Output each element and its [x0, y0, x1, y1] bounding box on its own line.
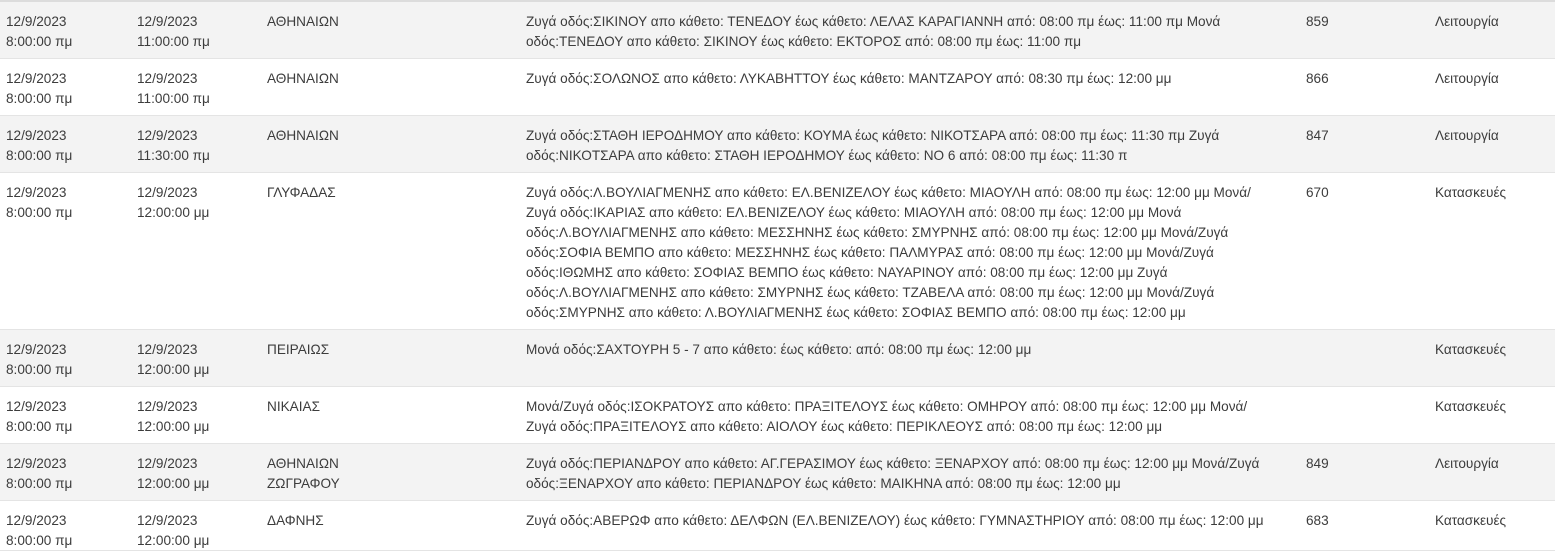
work-type-cell: Λειτουργία	[1435, 71, 1499, 86]
closure-description-cell-line: Ζυγά οδός:ΑΒΕΡΩΦ απο κάθετο: ΔΕΛΦΩΝ (ΕΛ.ΒΕΝΙΖΕΛΟΥ) έως κάθετο: ΓΥΜΝΑΣΤΗΡΙΟΥ από: 08:00 πμ έως: 12:00 μμ	[526, 513, 1264, 528]
closure-description-cell	[526, 12, 1220, 52]
closure-description-cell-line: οδός:Λ.ΒΟΥΛΙΑΓΜΕΝΗΣ απο κάθετο: ΜΕΣΣΗΝΗΣ έως κάθετο: ΣΜΥΡΝΗΣ από: 08:00 πμ έως: 12:00 μμ Μονά/Ζυγά	[526, 225, 1229, 240]
closure-description-cell-line: οδός:ΝΙΚΟΤΣΑΡΑ απο κάθετο: ΣΤΑΘΗ ΙΕΡΟΔΗΜΟΥ έως κάθετο: ΝΟ 6 από: 08:00 πμ έως: 11:30 π	[526, 148, 1128, 163]
start-datetime-cell-line: 8:00:00 πμ	[6, 533, 73, 548]
table-row	[0, 501, 1555, 551]
start-datetime-cell-line: 12/9/2023	[6, 342, 67, 357]
end-datetime-cell-line: 12/9/2023	[137, 399, 198, 414]
start-datetime-cell	[6, 12, 72, 52]
municipality-cell-line: ΑΘΗΝΑΙΩΝ	[267, 14, 339, 29]
municipality-cell	[267, 69, 339, 89]
closure-description-cell	[526, 454, 1259, 494]
start-datetime-cell-line: 12/9/2023	[6, 14, 67, 29]
municipality-cell-line: ΑΘΗΝΑΙΩΝ	[267, 456, 339, 471]
start-datetime-cell-line: 12/9/2023	[6, 513, 67, 528]
closure-description-cell-line: Ζυγά οδός:ΣΤΑΘΗ ΙΕΡΟΔΗΜΟΥ απο κάθετο: ΚΟΥΜΑ έως κάθετο: ΝΙΚΟΤΣΑΡΑ από: 08:00 πμ έως: 11:30 πμ Ζυγά	[526, 128, 1220, 143]
table-row	[0, 116, 1555, 173]
closure-description-cell	[526, 69, 1171, 89]
closure-description-cell-line: οδός:ΣΟΦΙΑ ΒΕΜΠΟ απο κάθετο: ΜΕΣΣΗΝΗΣ έως κάθετο: ΠΑΛΜΥΡΑΣ από: 08:00 πμ έως: 12:00 μμ Μονά/Ζυγά	[526, 245, 1214, 260]
start-datetime-cell-line: 12/9/2023	[6, 128, 67, 143]
work-type-cell: Κατασκευές	[1435, 399, 1507, 414]
municipality-cell-line: ΑΘΗΝΑΙΩΝ	[267, 71, 339, 86]
reference-number-cell: 670	[1306, 185, 1329, 200]
end-datetime-cell-line: 12:00:00 μμ	[137, 362, 210, 377]
municipality-cell-line: ΖΩΓΡΑΦΟΥ	[267, 476, 340, 491]
municipality-cell	[267, 12, 339, 32]
start-datetime-cell	[6, 454, 72, 494]
end-datetime-cell-line: 11:00:00 πμ	[137, 34, 210, 49]
end-datetime-cell-line: 12/9/2023	[137, 513, 198, 528]
reference-number-cell: 866	[1306, 71, 1329, 86]
municipality-cell-line: ΔΑΦΝΗΣ	[267, 513, 324, 528]
municipality-cell	[267, 454, 340, 494]
closure-description-cell-line: οδός:ΣΜΥΡΝΗΣ απο κάθετο: Λ.ΒΟΥΛΙΑΓΜΕΝΗΣ έως κάθετο: ΣΟΦΙΑΣ ΒΕΜΠΟ από: 08:00 πμ έως: 12:00 μμ	[526, 305, 1186, 320]
municipality-cell	[267, 340, 329, 360]
end-datetime-cell	[137, 397, 209, 437]
end-datetime-cell	[137, 340, 209, 380]
end-datetime-cell	[137, 69, 210, 109]
start-datetime-cell-line: 8:00:00 πμ	[6, 362, 73, 377]
start-datetime-cell-line: 8:00:00 πμ	[6, 34, 73, 49]
reference-number-cell: 849	[1306, 456, 1329, 471]
end-datetime-cell-line: 12:00:00 μμ	[137, 419, 210, 434]
end-datetime-cell-line: 11:30:00 πμ	[137, 148, 210, 163]
end-datetime-cell-line: 11:00:00 πμ	[137, 91, 210, 106]
table-row	[0, 59, 1555, 116]
end-datetime-cell	[137, 454, 209, 494]
end-datetime-cell-line: 12/9/2023	[137, 456, 198, 471]
reference-number-cell: 683	[1306, 513, 1329, 528]
start-datetime-cell-line: 12/9/2023	[6, 185, 67, 200]
closure-description-cell-line: Ζυγά οδός:Λ.ΒΟΥΛΙΑΓΜΕΝΗΣ απο κάθετο: ΕΛ.ΒΕΝΙΖΕΛΟΥ έως κάθετο: ΜΙΑΟΥΛΗ από: 08:00 πμ έως: 12:00 μμ Μονά/	[526, 185, 1251, 200]
municipality-cell	[267, 397, 320, 417]
municipality-cell	[267, 183, 336, 203]
work-type-cell: Λειτουργία	[1435, 456, 1499, 471]
end-datetime-cell-line: 12/9/2023	[137, 71, 198, 86]
start-datetime-cell	[6, 397, 72, 437]
municipality-cell	[267, 126, 339, 146]
closure-description-cell	[526, 397, 1247, 437]
start-datetime-cell-line: 8:00:00 πμ	[6, 476, 73, 491]
start-datetime-cell	[6, 340, 72, 380]
table-row	[0, 2, 1555, 59]
work-type-cell: Κατασκευές	[1435, 342, 1507, 357]
work-type-cell: Κατασκευές	[1435, 513, 1507, 528]
end-datetime-cell-line: 12/9/2023	[137, 14, 198, 29]
closure-description-cell	[526, 340, 1031, 360]
reference-number-cell: 859	[1306, 14, 1329, 29]
work-type-cell: Λειτουργία	[1435, 14, 1499, 29]
start-datetime-cell-line: 8:00:00 πμ	[6, 419, 73, 434]
closure-description-cell-line: Ζυγά οδός:ΠΕΡΙΑΝΔΡΟΥ απο κάθετο: ΑΓ.ΓΕΡΑΣΙΜΟΥ έως κάθετο: ΞΕΝΑΡΧΟΥ από: 08:00 πμ έως: 12:00 μμ Μονά/Ζυγά	[526, 456, 1260, 471]
reference-number-cell: 847	[1306, 128, 1329, 143]
table-row	[0, 387, 1555, 444]
table-row	[0, 444, 1555, 501]
table-row	[0, 173, 1555, 330]
closure-description-cell-line: Ζυγά οδός:ΠΡΑΞΙΤΕΛΟΥΣ απο κάθετο: ΑΙΟΛΟΥ έως κάθετο: ΠΕΡΙΚΛΕΟΥΣ από: 08:00 πμ έως: 12:00 μμ	[526, 419, 1163, 434]
closure-description-cell	[526, 126, 1219, 166]
end-datetime-cell	[137, 511, 209, 551]
start-datetime-cell	[6, 69, 72, 109]
closure-description-cell-line: Μονά/Ζυγά οδός:ΙΣΟΚΡΑΤΟΥΣ απο κάθετο: ΠΡΑΞΙΤΕΛΟΥΣ έως κάθετο: ΟΜΗΡΟΥ από: 08:00 πμ έως: 12:00 μμ Μονά/	[526, 399, 1248, 414]
table-row	[0, 330, 1555, 387]
start-datetime-cell	[6, 183, 72, 223]
closure-description-cell-line: οδός:ΤΕΝΕΔΟΥ απο κάθετο: ΣΙΚΙΝΟΥ έως κάθετο: ΕΚΤΟΡΟΣ από: 08:00 πμ έως: 11:00 πμ	[526, 34, 1082, 49]
end-datetime-cell	[137, 126, 210, 166]
end-datetime-cell	[137, 12, 210, 52]
start-datetime-cell	[6, 126, 72, 166]
end-datetime-cell-line: 12:00:00 μμ	[137, 533, 210, 548]
work-type-cell: Λειτουργία	[1435, 128, 1499, 143]
municipality-cell-line: ΑΘΗΝΑΙΩΝ	[267, 128, 339, 143]
closure-description-cell-line: οδός:ΞΕΝΑΡΧΟΥ απο κάθετο: ΠΕΡΙΑΝΔΡΟΥ έως κάθετο: ΜΑΙΚΗΝΑ από: 08:00 πμ έως: 12:00 μμ	[526, 476, 1121, 491]
end-datetime-cell-line: 12/9/2023	[137, 185, 198, 200]
start-datetime-cell-line: 12/9/2023	[6, 456, 67, 471]
end-datetime-cell-line: 12/9/2023	[137, 342, 198, 357]
end-datetime-cell-line: 12:00:00 μμ	[137, 476, 210, 491]
municipality-cell-line: ΠΕΙΡΑΙΩΣ	[267, 342, 330, 357]
closure-description-cell	[526, 183, 1251, 323]
start-datetime-cell-line: 12/9/2023	[6, 71, 67, 86]
municipality-cell-line: ΝΙΚΑΙΑΣ	[267, 399, 320, 414]
start-datetime-cell-line: 8:00:00 πμ	[6, 91, 73, 106]
start-datetime-cell-line: 8:00:00 πμ	[6, 148, 73, 163]
closure-description-cell-line: οδός:Λ.ΒΟΥΛΙΑΓΜΕΝΗΣ απο κάθετο: ΣΜΥΡΝΗΣ έως κάθετο: ΤΖΑΒΕΛΑ από: 08:00 πμ έως: 12:00 μμ Μονά/Ζυγά	[526, 285, 1215, 300]
municipality-cell-line: ΓΛΥΦΑΔΑΣ	[267, 185, 336, 200]
municipality-cell	[267, 511, 324, 531]
closure-description-cell	[526, 511, 1264, 531]
end-datetime-cell-line: 12:00:00 μμ	[137, 205, 210, 220]
closure-description-cell-line: Ζυγά οδός:ΙΚΑΡΙΑΣ απο κάθετο: ΕΛ.ΒΕΝΙΖΕΛΟΥ έως κάθετο: ΜΙΑΟΥΛΗ από: 08:00 πμ έως: 12:00 μμ Μονά	[526, 205, 1182, 220]
closure-description-cell-line: Ζυγά οδός:ΣΙΚΙΝΟΥ απο κάθετο: ΤΕΝΕΔΟΥ έως κάθετο: ΛΕΛΑΣ ΚΑΡΑΓΙΑΝΝΗ από: 08:00 πμ έως: 11:00 πμ Μονά	[526, 14, 1221, 29]
start-datetime-cell-line: 12/9/2023	[6, 399, 67, 414]
start-datetime-cell	[6, 511, 72, 551]
work-type-cell: Κατασκευές	[1435, 185, 1507, 200]
end-datetime-cell	[137, 183, 209, 223]
closure-description-cell-line: οδός:ΙΘΩΜΗΣ απο κάθετο: ΣΟΦΙΑΣ ΒΕΜΠΟ έως κάθετο: ΝΑΥΑΡΙΝΟΥ από: 08:00 πμ έως: 12:00 μμ Ζυγά	[526, 265, 1168, 280]
end-datetime-cell-line: 12/9/2023	[137, 128, 198, 143]
start-datetime-cell-line: 8:00:00 πμ	[6, 205, 73, 220]
closure-description-cell-line: Μονά οδός:ΣΑΧΤΟΥΡΗ 5 - 7 απο κάθετο: έως κάθετο: από: 08:00 πμ έως: 12:00 μμ	[526, 342, 1032, 357]
closure-description-cell-line: Ζυγά οδός:ΣΟΛΩΝΟΣ απο κάθετο: ΛΥΚΑΒΗΤΤΟΥ έως κάθετο: ΜΑΝΤΖΑΡΟΥ από: 08:30 πμ έως: 12:00 μμ	[526, 71, 1172, 86]
